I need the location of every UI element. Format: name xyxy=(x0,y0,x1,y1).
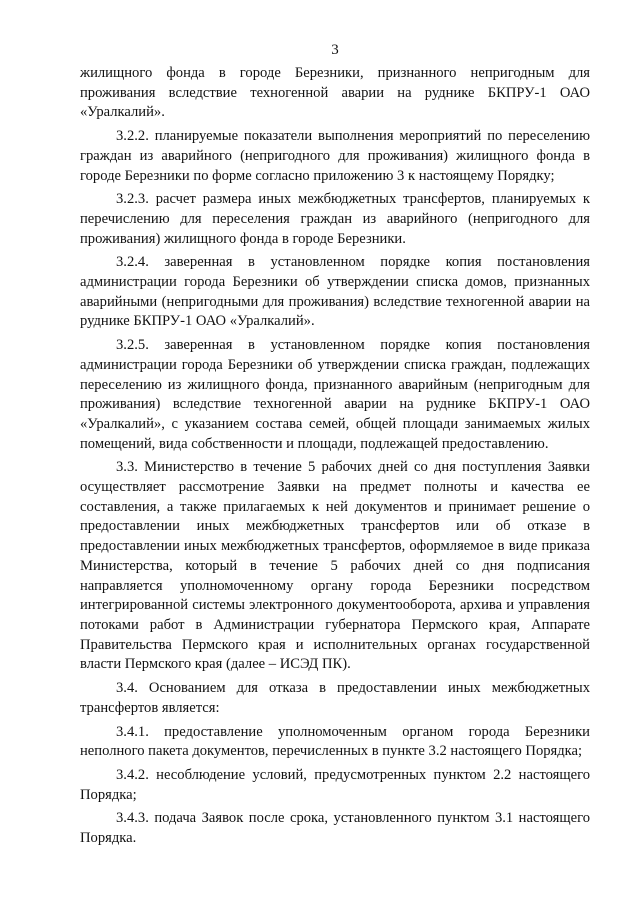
paragraph-3-4-2: 3.4.2. несоблюдение условий, предусмотренных пунктом 2.2 настоящего Порядка; xyxy=(80,766,590,803)
document-page xyxy=(80,40,590,853)
paragraph-3-4: 3.4. Основанием для отказа в предоставлении иных межбюджетных трансфертов является: xyxy=(80,680,590,716)
paragraph-3-2-5: 3.2.5. заверенная в установленном порядке копия постановления администрации города Березники об утверждении списка граждан, подлежащих переселению из жилищного фонда, признанного аварийным (непригодным для проживания) вследствие техногенной аварии на руднике БКПРУ-1 ОАО «Уралкалий», с указанием состава семей, общей площади занимаемых жилых помещений, вида собственности и площади, подлежащей предоставлению. xyxy=(80,337,590,452)
paragraph-3-4-3: 3.4.3. подача Заявок после срока, установленного пунктом 3.1 настоящего Порядка. xyxy=(80,810,590,847)
paragraph-3-4-1: 3.4.1. предоставление уполномоченным органом города Березники неполного пакета документов, перечисленных в пункте 3.2 настоящего Порядка; xyxy=(80,723,590,760)
paragraph-3-3: 3.3. Министерство в течение 5 рабочих дней со дня поступления Заявки осуществляет рассмотрение Заявки на предмет полноты и качества ее составления, а также прилагаемых к ней документов и принимает решение о предоставлении иных межбюджетных трансфертов или об отказе в предоставлении иных межбюджетных трансфертов, оформляемое в виде приказа Министерства, который в течение 5 рабочих дней со дня подписания направляется уполномоченному органу города Березники посредством интегрированной системы электронного документооборота, архива и управления потоками работ в Администрации губернатора Пермского края, Аппарате Правительства Пермского края и исполнительных органах государственной власти Пермского края (далее – ИСЭД ПК). xyxy=(80,459,590,673)
page-number: 3 xyxy=(331,42,339,58)
paragraph-3-2-2: 3.2.2. планируемые показатели выполнения мероприятий по переселению граждан из аварийного (непригодного для проживания) жилищного фонда в городе Березники по форме согласно приложению 3 к настоящему Порядку; xyxy=(80,128,590,184)
paragraph-3-2-3: 3.2.3. расчет размера иных межбюджетных трансфертов, планируемых к перечислению для переселения граждан из аварийного (непригодного для проживания) жилищного фонда в городе Березники. xyxy=(80,191,590,247)
paragraph-3-2-4: 3.2.4. заверенная в установленном порядке копия постановления администрации города Березники об утверждении списка домов, признанных аварийными (непригодными для проживания) вследствие техногенной аварии на руднике БКПРУ-1 ОАО «Уралкалий». xyxy=(80,254,590,330)
paragraph-continuation: жилищного фонда в городе Березники, признанного непригодным для проживания вследствие техногенной аварии на руднике БКПРУ-1 ОАО «Уралкалий». xyxy=(80,65,590,121)
